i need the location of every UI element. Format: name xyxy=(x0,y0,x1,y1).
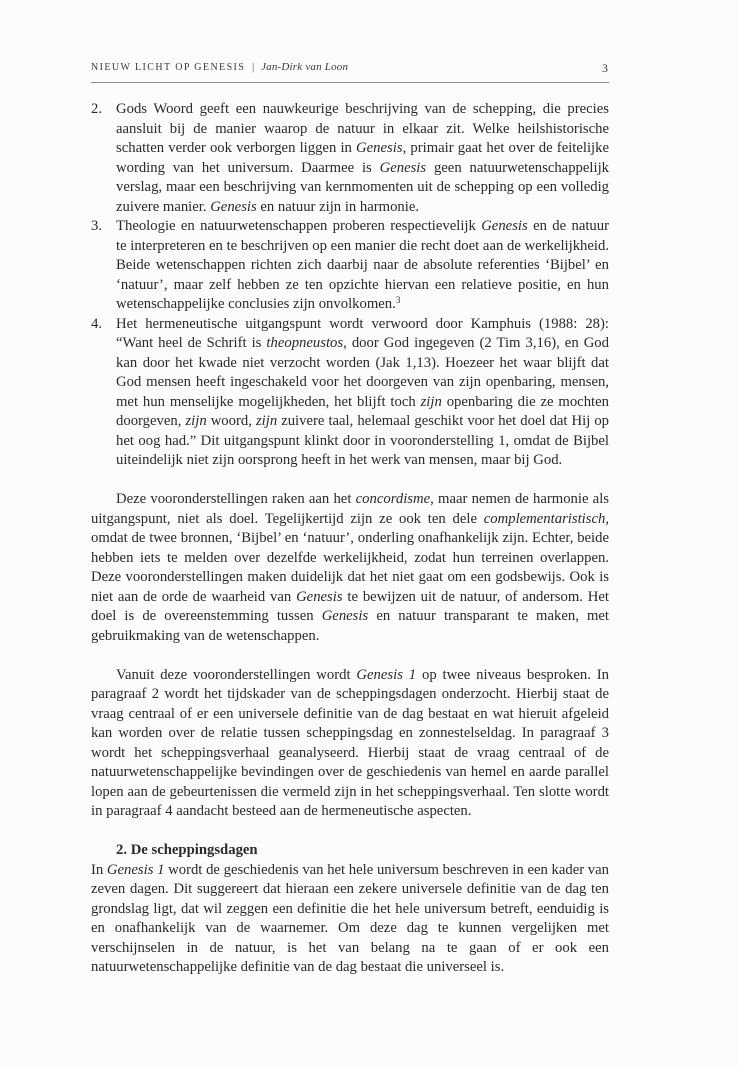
text-run: In xyxy=(91,861,107,878)
text-run: op twee niveaus besproken. In paragraaf 2 wordt het tijdskader van de scheppingsdagen onderzocht. Hierbij staat de vraag centraal of er een universele definitie van de dag bestaat en wat hieruit afgeleid kan worden over de relatie tussen scheppingsdag en zonnestelseldag. In paragraaf 3 wordt het scheppingsverhaal geanalyseerd. Hierbij staat de vraag centraal of de natuurwetenschappelijke bevindingen over de geschiedenis van hemel en aarde parallel lopen aan de gebeurtenissen die vermeld zijn in het scheppingsverhaal. Ten slotte wordt in paragraaf 4 aandacht besteed aan de hermeneutische aspecten. xyxy=(91,666,609,819)
paragraph-creation-days xyxy=(91,861,609,978)
list-item xyxy=(91,100,609,217)
running-author: Jan-Dirk van Loon xyxy=(261,61,349,73)
text-run: , primair gaat het over de feitelijke wording van het universum. Daarmee is xyxy=(116,140,609,176)
page-body xyxy=(91,100,609,978)
list-item-number: 3. xyxy=(91,218,103,234)
text-run: en natuur zijn in harmonie. xyxy=(256,198,420,215)
emphasis-text: zijn xyxy=(420,393,442,410)
emphasis-text: Genesis 1 xyxy=(356,666,417,683)
header-separator: | xyxy=(252,62,255,73)
text-run: Gods Woord geeft een nauwkeurige beschrijving van de schepping, die precies aansluit bij de manier waarop de natuur in elkaar zit. Welke heilshistorische schatten verder ook verborgen liggen in xyxy=(116,101,609,156)
emphasis-text: complementaristisch xyxy=(483,510,606,527)
text-run: woord, xyxy=(206,413,256,429)
list-item xyxy=(91,315,609,471)
text-run: openbaring die ze mochten doorgeven, xyxy=(116,393,609,429)
text-run: te bewijzen uit de natuur, of andersom. Het doel is de overeenstemming tussen xyxy=(91,588,609,624)
emphasis-text: concordisme xyxy=(355,491,431,507)
footnote-ref: 3 xyxy=(395,295,401,305)
list-item-number: 4. xyxy=(91,315,103,332)
emphasis-text: Genesis 1 xyxy=(106,861,165,878)
list-item-number: 2. xyxy=(91,101,103,117)
emphasis-text: Genesis xyxy=(481,218,528,234)
text-run: , door God ingegeven (2 Tim 3,16), en God kan door het kwade niet verzocht worden (Jak 1,13). Hoezeer het waar blijft dat God mensen heeft ingeschakeld voor het doorgeven van zijn openbaring, mensen, met hun menselijke mogelijkheden, het blijft toch xyxy=(116,335,609,410)
section-heading: 2. De scheppingsdagen xyxy=(116,842,258,858)
text-run: en natuur transparant te maken, met gebruikmaking van de wetenschappen. xyxy=(91,608,610,644)
emphasis-text: Genesis xyxy=(321,608,369,624)
page-number: 3 xyxy=(602,61,608,75)
text-run: Deze vooronderstellingen raken aan het xyxy=(116,491,356,507)
list-item-text xyxy=(116,101,609,215)
text-run: Het hermeneutische uitgangspunt wordt verwoord door Kamphuis (1988: 28): “Want heel de Schrift is xyxy=(116,315,609,351)
emphasis-text: Genesis xyxy=(210,198,257,215)
running-header xyxy=(91,61,608,79)
text-run: geen natuurwetenschappelijk verslag, maar een beschrijving van kernmomenten uit de schepping op een volledig zuivere manier. xyxy=(116,159,609,215)
list-item xyxy=(91,217,609,315)
paragraph-concordism xyxy=(91,490,609,646)
emphasis-text: zijn xyxy=(255,413,278,429)
running-title: NIEUW LICHT OP GENESIS xyxy=(91,62,246,73)
emphasis-text: theopneustos xyxy=(266,335,344,351)
paragraph-outline xyxy=(91,666,609,822)
text-run: , maar nemen de harmonie als uitgangspunt, niet als doel. Tegelijkertijd zijn ze ook ten dele xyxy=(91,491,609,527)
emphasis-text: Genesis xyxy=(356,140,403,156)
text-run: , omdat de twee bronnen, ‘Bijbel’ en ‘natuur’, onderling onafhankelijk zijn. Echter, beide hebben iets te melden over dezelfde werkelijkheid, zodat hun terreinen overlappen. Deze vooronderstellingen maken duidelijk dat het niet gaat om een godsbewijs. Ook is niet aan de orde de waarheid van xyxy=(91,510,609,605)
emphasis-text: Genesis xyxy=(379,159,427,176)
list-item-text xyxy=(116,218,609,312)
text-run: Theologie en natuurwetenschappen proberen respectievelijk xyxy=(116,218,482,234)
text-run: wordt de geschiedenis van het hele universum beschreven in een kader van zeven dagen. Dit suggereert dat hieraan een zekere universele definitie van de dag ten grondslag ligt, dat wil zeggen een definitie die het hele universum betreft, eenduidig is en onafhankelijk van de waarnemer. Om deze dag te kunnen vergelijken met verschijnselen in de natuur, is het van belang na te gaan of er ook een natuurwetenschappelijke definitie van de dag bestaat die universeel is. xyxy=(91,861,609,975)
list-item-text xyxy=(116,316,609,469)
assumption-list xyxy=(91,100,609,471)
emphasis-text: Genesis xyxy=(296,588,343,605)
emphasis-text: zijn xyxy=(185,413,207,429)
text-run: en de natuur te interpreteren en te beschrijven op een manier die recht doet aan de werkelijkheid. Beide wetenschappen richten zich daarbij naar de absolute referenties ‘Bijbel’ en ‘natuur’, maar zelf hebben ze ten opzichte hiervan een relatieve positie, en hun wetenschappelijke conclusies zijn onvolkomen. xyxy=(116,218,609,312)
text-run: zuivere taal, helemaal geschikt voor het doel dat Hij op het oog had.” Dit uitgangspunt klinkt door in vooronderstelling 1, omdat de Bijbel uiteindelijk niet zijn oorsprong heeft in het werk van mensen, maar bij God. xyxy=(116,413,610,468)
header-rule xyxy=(91,82,609,83)
text-run: Vanuit deze vooronderstellingen wordt xyxy=(116,666,357,683)
